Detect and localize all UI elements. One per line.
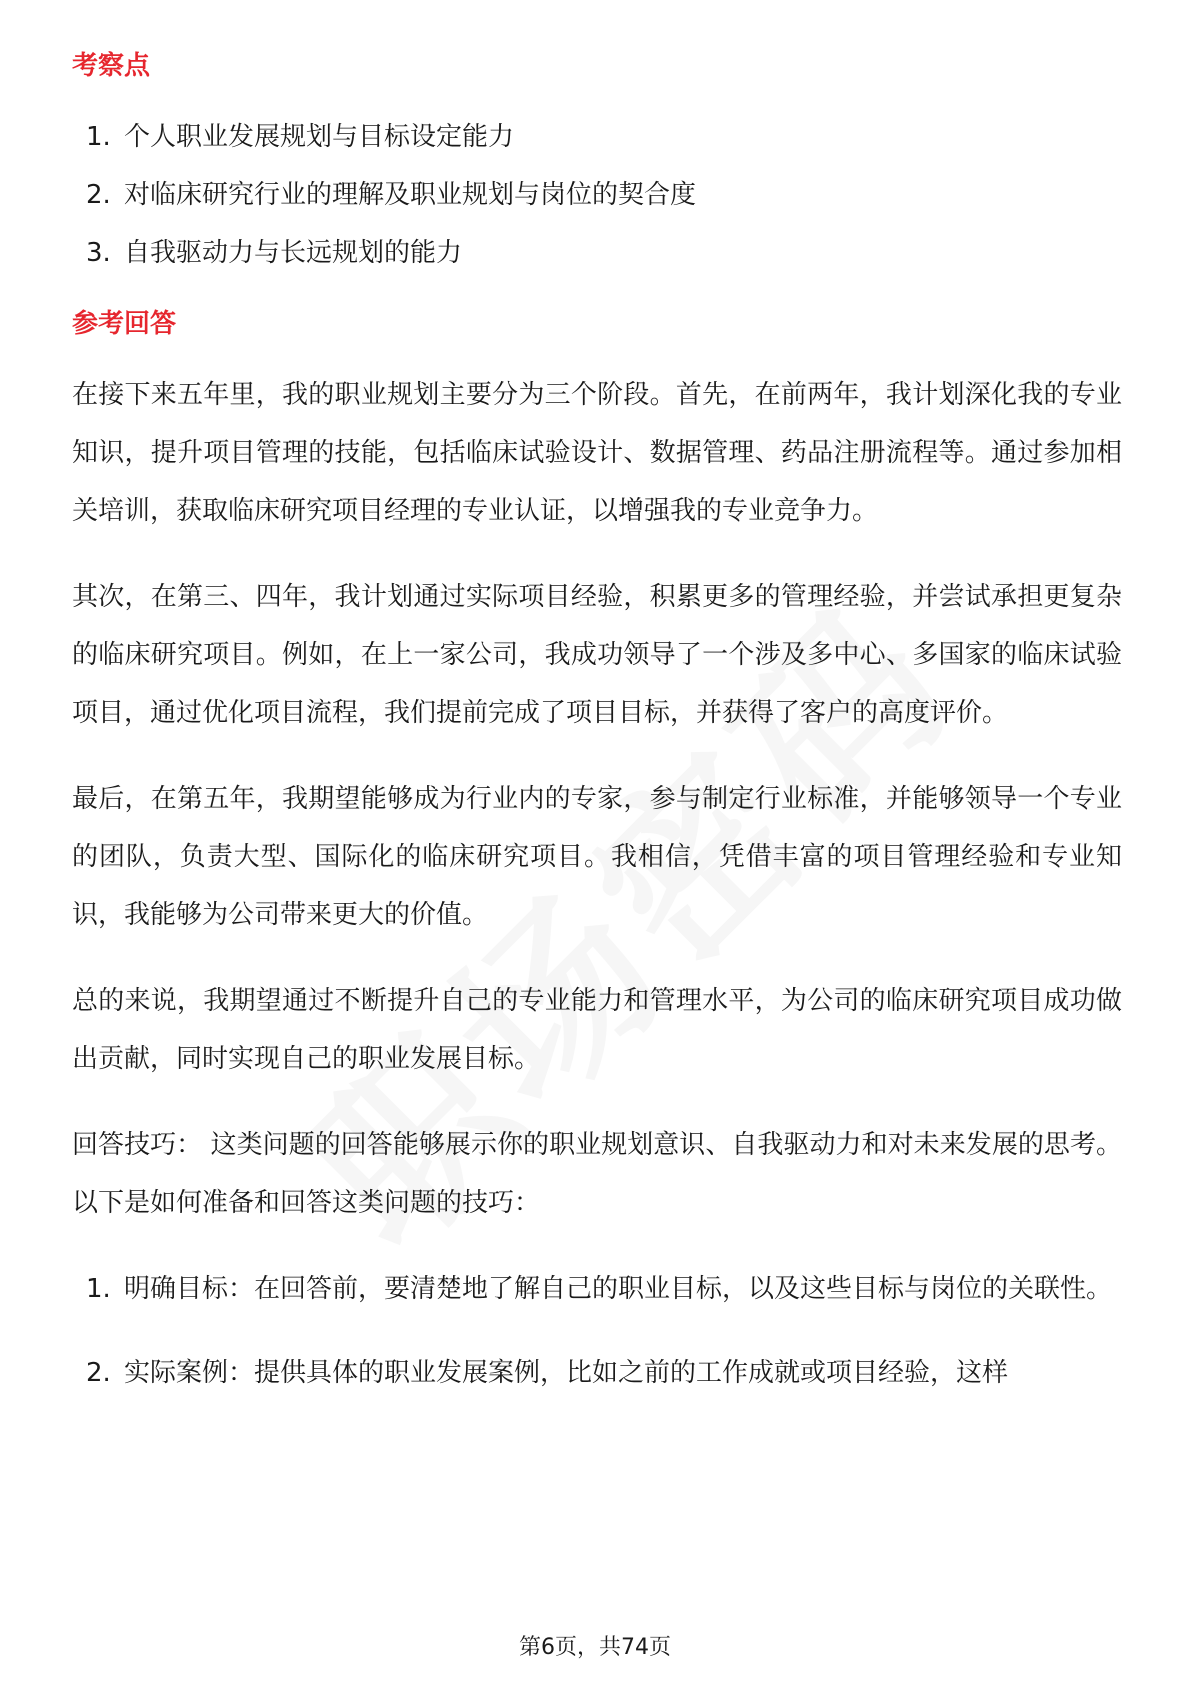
- list-text: 个人职业发展规划与目标设定能力: [124, 122, 515, 152]
- list-item: [72, 1260, 1122, 1318]
- answer-paragraph: 最后，在第五年，我期望能够成为行业内的专家，参与制定行业标准，并能够领导一个专业的团队，负责大型、国际化的临床研究项目。我相信，凭借丰富的项目管理经验和专业知识，我能够为公司带来更大的价值。: [72, 784, 1122, 930]
- list-text: 明确目标：在回答前，要清楚地了解自己的职业目标，以及这些目标与岗位的关联性。: [124, 1274, 1113, 1304]
- list-item: [72, 224, 1122, 282]
- list-number: 1.: [86, 1274, 111, 1304]
- answer-paragraph: 总的来说，我期望通过不断提升自己的专业能力和管理水平，为公司的临床研究项目成功做出贡献，同时实现自己的职业发展目标。: [72, 986, 1122, 1074]
- list-item: [72, 166, 1122, 224]
- list-number: 2.: [86, 180, 111, 210]
- section-title-answer: 参考回答: [72, 309, 177, 339]
- document-content: [72, 46, 1122, 1428]
- list-number: 3.: [86, 238, 111, 268]
- list-number: 2.: [86, 1358, 111, 1388]
- list-text: 实际案例：提供具体的职业发展案例，比如之前的工作成就或项目经验，这样: [124, 1358, 1009, 1388]
- list-text: 自我驱动力与长远规划的能力: [124, 238, 463, 268]
- points-list: [72, 108, 1122, 282]
- tips-intro-paragraph: 回答技巧： 这类问题的回答能够展示你的职业规划意识、自我驱动力和对未来发展的思考。以下是如何准备和回答这类问题的技巧：: [72, 1130, 1122, 1218]
- page-footer: 第6页，共74页: [519, 1635, 671, 1660]
- list-item: [72, 108, 1122, 166]
- list-item: [72, 1344, 1122, 1402]
- answer-paragraph: 其次，在第三、四年，我计划通过实际项目经验，积累更多的管理经验，并尝试承担更复杂的临床研究项目。例如，在上一家公司，我成功领导了一个涉及多中心、多国家的临床试验项目，通过优化项目流程，我们提前完成了项目目标，并获得了客户的高度评价。: [72, 582, 1122, 728]
- list-number: 1.: [86, 122, 111, 152]
- section-title-points: 考察点: [72, 51, 151, 81]
- list-text: 对临床研究行业的理解及职业规划与岗位的契合度: [124, 180, 697, 210]
- tips-list: [72, 1260, 1122, 1402]
- answer-paragraph: 在接下来五年里，我的职业规划主要分为三个阶段。首先，在前两年，我计划深化我的专业知识，提升项目管理的技能，包括临床试验设计、数据管理、药品注册流程等。通过参加相关培训，获取临床研究项目经理的专业认证，以增强我的专业竞争力。: [72, 380, 1122, 526]
